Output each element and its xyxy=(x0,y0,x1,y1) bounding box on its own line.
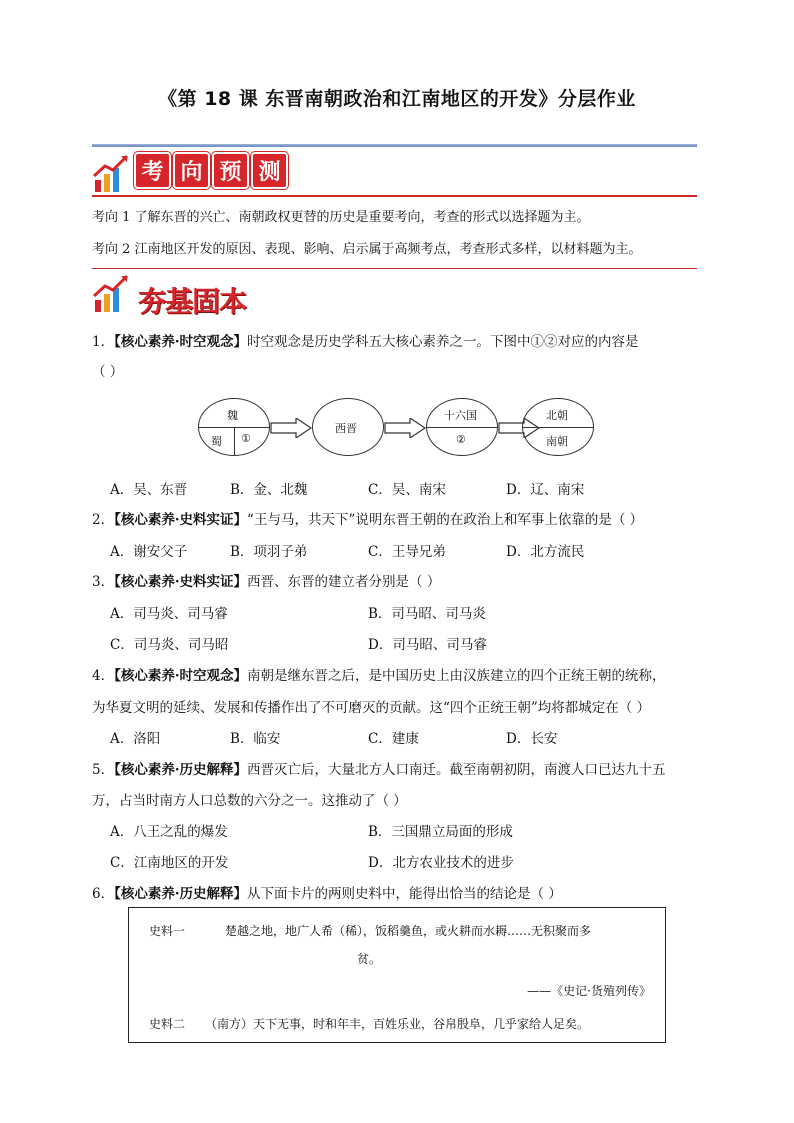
source-card xyxy=(128,907,666,1043)
forecast-badge: 测 xyxy=(251,152,288,189)
question-tag: 【核心素养·历史解释】 xyxy=(114,886,248,902)
question-number: 6． xyxy=(92,886,115,902)
question-tag: 【核心素养·时空观念】 xyxy=(114,668,248,684)
question-text: 南朝是继东晋之后，是中国历史上由汉族建立的四个正统王朝的统称， xyxy=(247,668,666,684)
question-text: 从下面卡片的两则史料中，能得出恰当的结论是（ ） xyxy=(247,886,562,902)
question-text: 西晋、东晋的建立者分别是（ ） xyxy=(247,574,441,590)
option-a[interactable]: A．吴、东晋 xyxy=(110,482,188,498)
dynasty-circle-3 xyxy=(426,398,498,456)
dynasty-circle-1 xyxy=(198,398,270,456)
forecast-badge: 向 xyxy=(173,152,210,189)
option-a[interactable]: A．洛阳 xyxy=(110,731,161,747)
option-d[interactable]: D．长安 xyxy=(506,731,558,747)
question-tag: 【核心素养·历史解释】 xyxy=(114,762,248,778)
section-divider xyxy=(92,195,697,197)
basics-heading: 夯基固本 xyxy=(138,285,247,318)
option-d[interactable]: D．北方农业技术的进步 xyxy=(368,855,514,871)
question-number: 5． xyxy=(92,762,115,778)
option-c[interactable]: C．吴、南宋 xyxy=(368,482,446,498)
option-a[interactable]: A．八王之乱的爆发 xyxy=(110,824,228,840)
dynasty-label: 南朝 xyxy=(546,435,568,448)
question-text: 时空观念是历史学科五大核心素养之一。下图中①②对应的内容是 xyxy=(247,334,639,350)
question-6 xyxy=(92,882,562,902)
option-d[interactable]: D．司马昭、司马睿 xyxy=(368,637,487,653)
forecast-badge: 预 xyxy=(212,152,249,189)
question-number: 1． xyxy=(92,334,115,350)
source-1-text-continued: 贫。 xyxy=(357,952,382,966)
option-b[interactable]: B．三国鼎立局面的形成 xyxy=(368,824,513,840)
dynasty-circle-2 xyxy=(312,398,384,456)
question-paren: （ ） xyxy=(92,364,124,380)
source-2-label: 史料二 xyxy=(149,1017,186,1031)
question-tag: 【核心素养·史料实证】 xyxy=(114,512,248,528)
page-title: 《第 18 课 东晋南朝政治和江南地区的开发》分层作业 xyxy=(158,88,636,110)
source-1-citation: ——《史记·货殖列传》 xyxy=(527,984,651,998)
question-tag: 【核心素养·史料实证】 xyxy=(114,574,248,590)
question-2 xyxy=(92,508,643,528)
trend-chart-icon xyxy=(93,272,133,318)
title-divider xyxy=(92,144,697,147)
question-tag: 【核心素养·时空观念】 xyxy=(114,334,248,350)
forecast-line-2: 考向 2 江南地区开发的原因、表现、影响、启示属于高频考点，考查形式多样，以材料题为主。 xyxy=(92,242,642,257)
question-1 xyxy=(92,330,639,350)
arrow-icon xyxy=(384,418,426,442)
question-number: 2． xyxy=(92,512,115,528)
dynasty-label: 蜀 xyxy=(211,435,222,448)
source-1-text: 楚越之地，地广人希（稀），饭稻羹鱼，或火耕而水耨……无积聚而多 xyxy=(225,924,592,938)
source-1-label: 史料一 xyxy=(149,924,186,938)
forecast-line-1: 考向 1 了解东晋的兴亡、南朝政权更替的历史是重要考向，考查的形式以选择题为主。 xyxy=(92,210,590,225)
question-text: 西晋灭亡后，大量北方人口南迁。截至南朝初阴，南渡人口已达九十五 xyxy=(247,762,666,778)
source-2-text: （南方）天下无事，时和年丰，百姓乐业，谷帛殷阜，几乎家给人足矣。 xyxy=(205,1017,590,1031)
option-d[interactable]: D．辽、南宋 xyxy=(506,482,585,498)
blank-1-label: ① xyxy=(241,432,251,445)
forecast-heading xyxy=(134,152,288,189)
dynasty-circle-4 xyxy=(522,398,594,456)
dynasty-diagram xyxy=(198,396,598,458)
question-5 xyxy=(92,758,666,778)
forecast-badge: 考 xyxy=(134,152,171,189)
question-4 xyxy=(92,664,666,684)
option-a[interactable]: A．谢安父子 xyxy=(110,544,188,560)
option-c[interactable]: C．王导兄弟 xyxy=(368,544,446,560)
option-c[interactable]: C．建康 xyxy=(368,731,419,747)
option-b[interactable]: B．金、北魏 xyxy=(230,482,308,498)
question-text: “王与马，共天下”说明东晋王朝的在政治上和军事上依靠的是（ ） xyxy=(247,512,644,528)
option-c[interactable]: C．江南地区的开发 xyxy=(110,855,229,871)
option-d[interactable]: D．北方流民 xyxy=(506,544,585,560)
option-b[interactable]: B．项羽子弟 xyxy=(230,544,308,560)
question-number: 3． xyxy=(92,574,115,590)
dynasty-label: 十六国 xyxy=(444,409,477,422)
question-3 xyxy=(92,570,440,590)
dynasty-label: 魏 xyxy=(227,409,238,422)
option-b[interactable]: B．临安 xyxy=(230,731,281,747)
dynasty-label: 北朝 xyxy=(546,409,568,422)
trend-chart-icon xyxy=(93,152,133,198)
question-text-continued: 为华夏文明的延续、发展和传播作出了不可磨灭的贡献。这“四个正统王朝”均将都城定在（ ） xyxy=(92,700,651,716)
section-divider xyxy=(92,268,697,269)
blank-2-label: ② xyxy=(456,433,466,446)
question-text-continued: 万，占当时南方人口总数的六分之一。这推动了（ ） xyxy=(92,793,407,809)
option-c[interactable]: C．司马炎、司马昭 xyxy=(110,637,229,653)
option-b[interactable]: B．司马昭、司马炎 xyxy=(368,606,486,622)
dynasty-label: 西晋 xyxy=(335,422,357,435)
option-a[interactable]: A．司马炎、司马睿 xyxy=(110,606,228,622)
arrow-icon xyxy=(270,418,312,442)
question-number: 4． xyxy=(92,668,115,684)
